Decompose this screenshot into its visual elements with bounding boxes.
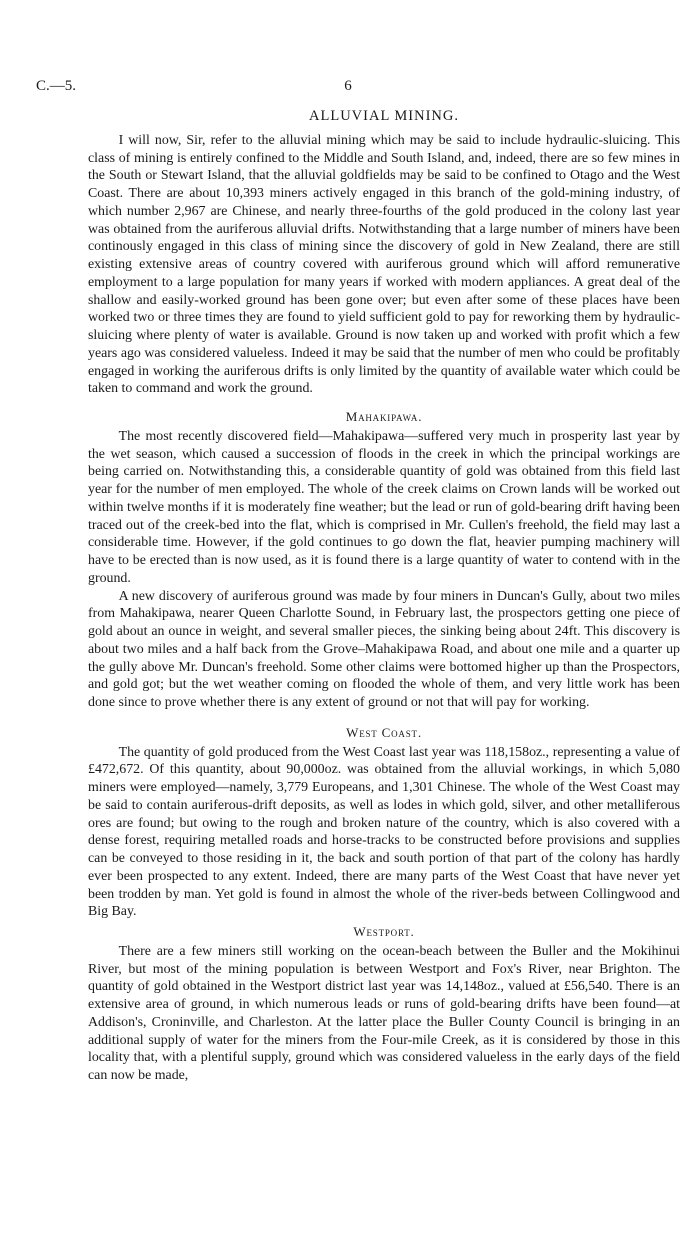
paragraph-west-coast: The quantity of gold produced from the West Coast last year was 118,158oz., representing a value of £472,672. Of this quantity, about 90,000oz. was obtained from the alluvial workings, in which 5,080 miners were employed—namely, 3,779 Europeans, and 1,301 Chinese. The whole of the West Coast may be said to contain auriferous-drift deposits, as well as lodes in which gold, silver, and other metalliferous ores are found; but owing to the rough and broken nature of the country, which is also covered with a dense forest, requiring metalled roads and horse-tracks to be constructed before provisions and supplies can be conveyed to those residing in it, the back and south portion of that part of the colony has hardly ever been prospected to any extent. Indeed, there are many parts of the West Coast that have never yet been trodden by man. Yet gold is found in almost the whole of the river-beds between Collingwood and Big Bay.	[88, 744, 680, 920]
page-header	[36, 78, 660, 98]
paragraph-mahakipawa-1: The most recently discovered field—Mahakipawa—suffered very much in prosperity last year by the wet season, which caused a succession of floods in the creek in which the principal workings are being carried on. Notwithstanding this, a considerable quantity of gold was obtained from this field last year for the number of men employed. The whole of the creek claims on Crown lands will be worked out within twelve months if it is moderately fine weather; but the lead or run of gold-bearing drift having been traced out of the creek-bed into the flat, which is comprised in Mr. Cullen's freehold, the field may last a considerable time. However, if the gold continues to go down the flat, heavier pumping machinery will have to be erected than is now used, as it is found there is a large quantity of water to contend with in the ground.	[88, 428, 680, 586]
heading-west-coast: West Coast.	[346, 724, 422, 740]
heading-westport: Westport.	[353, 924, 415, 939]
document-reference: C.—5.	[36, 78, 77, 94]
document-body	[88, 108, 680, 1085]
section-title: ALLUVIAL MINING.	[309, 108, 459, 124]
paragraph-alluvial-intro: I will now, Sir, refer to the alluvial mining which may be said to include hydraulic-sluicing. This class of mining is entirely confined to the Middle and South Island, and, indeed, there are so few mines in the South or Stewart Island, that the alluvial goldfields may be said to be confined to Otago and the West Coast. There are about 10,393 miners actively engaged in this branch of the gold-mining industry, of which number 2,967 are Chinese, and nearly three-fourths of the gold produced in the colony last year was obtained from the auriferous alluvial drifts. Notwithstanding that a large number of miners have been continously engaged in this class of mining since the discovery of gold in New Zealand, there are still existing extensive areas of country covered with auriferous ground which will afford remunerative employment to a large population for many years if worked with modern appliances. A great deal of the shallow and easily-worked ground has been gone over; but even after some of these places have been worked two or three times they are found to yield sufficient gold to pay for reworking them by hydraulic-sluicing where plenty of water is available. Ground is now taken up and worked with profit which a few years ago was considered valueless. Indeed it may be said that the number of men who could be profitably engaged in working the auriferous drifts is only limited by the quantity of available water which could be taken to command and work the ground.	[88, 132, 680, 397]
paragraph-westport: There are a few miners still working on the ocean-beach between the Buller and the Mokihinui River, but most of the mining population is between Westport and Fox's River, near Brighton. The quantity of gold obtained in the Westport district last year was 14,148oz., valued at £56,540. There is an extensive area of ground, in which numerous leads or runs of gold-bearing drifts have been found—at Addison's, Croninville, and Charleston. At the latter place the Buller County Council is bringing in an additional supply of water for the miners from the Four-mile Creek, as it is considered by those in this locality that, with a plentiful supply, ground which was considered valueless in the early days of the field can now be made,	[88, 943, 680, 1083]
heading-mahakipawa: Mahakipawa.	[345, 409, 423, 424]
page-number: 6	[344, 78, 352, 94]
paragraph-mahakipawa-2: A new discovery of auriferous ground was made by four miners in Duncan's Gully, about two miles from Mahakipawa, nearer Queen Charlotte Sound, in February last, the prospectors getting one piece of gold about an ounce in weight, and several smaller pieces, the sinking being about 24ft. This discovery is about two miles and a half back from the Grove–Mahakipawa Road, and about one mile and a quarter up the gully above Mr. Duncan's freehold. Some other claims were bottomed higher up than the Prospectors, and gold got; but the wet weather coming on flooded the whole of them, and very little work has been done since to prove whether there is any extent of ground or not that will pay for working.	[88, 588, 680, 710]
